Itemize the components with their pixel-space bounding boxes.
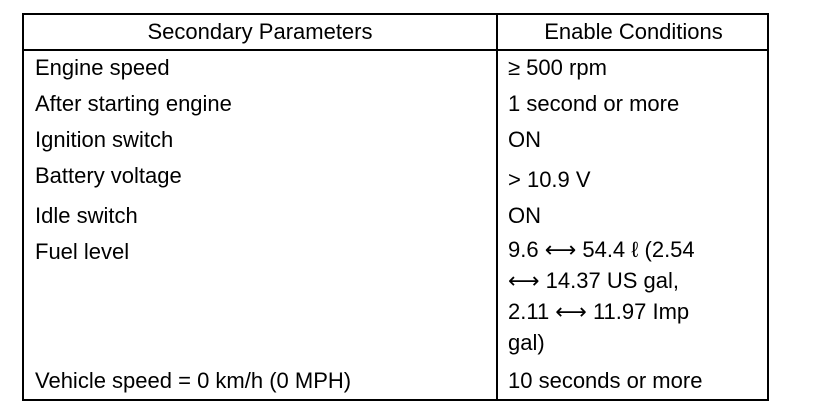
header-enable-conditions: Enable Conditions	[544, 19, 723, 44]
header-secondary-parameters: Secondary Parameters	[147, 19, 373, 44]
column-divider	[496, 15, 498, 399]
cond-fuel-level	[508, 234, 695, 358]
fuel-level-line: 2.11 ⟷ 11.97 Imp	[508, 299, 690, 324]
fuel-level-line: ⟷ 14.37 US gal,	[508, 268, 679, 293]
cond-engine-speed: ≥ 500 rpm	[508, 55, 607, 80]
fuel-level-line: gal)	[508, 330, 545, 355]
param-battery-voltage: Battery voltage	[35, 163, 182, 188]
cond-after-starting-engine: 1 second or more	[508, 91, 680, 116]
param-ignition-switch: Ignition switch	[35, 127, 174, 152]
cond-ignition-switch: ON	[508, 127, 541, 152]
cond-idle-switch: ON	[508, 203, 541, 228]
enable-conditions-table	[22, 13, 769, 401]
param-vehicle-speed: Vehicle speed = 0 km/h (0 MPH)	[35, 368, 352, 393]
param-fuel-level: Fuel level	[35, 239, 130, 264]
param-idle-switch: Idle switch	[35, 203, 138, 228]
param-engine-speed: Engine speed	[35, 55, 170, 80]
fuel-level-line: 9.6 ⟷ 54.4 ℓ (2.54	[508, 237, 695, 262]
cond-vehicle-speed: 10 seconds or more	[508, 368, 703, 393]
param-after-starting-engine: After starting engine	[35, 91, 232, 116]
cond-battery-voltage: > 10.9 V	[508, 167, 591, 192]
